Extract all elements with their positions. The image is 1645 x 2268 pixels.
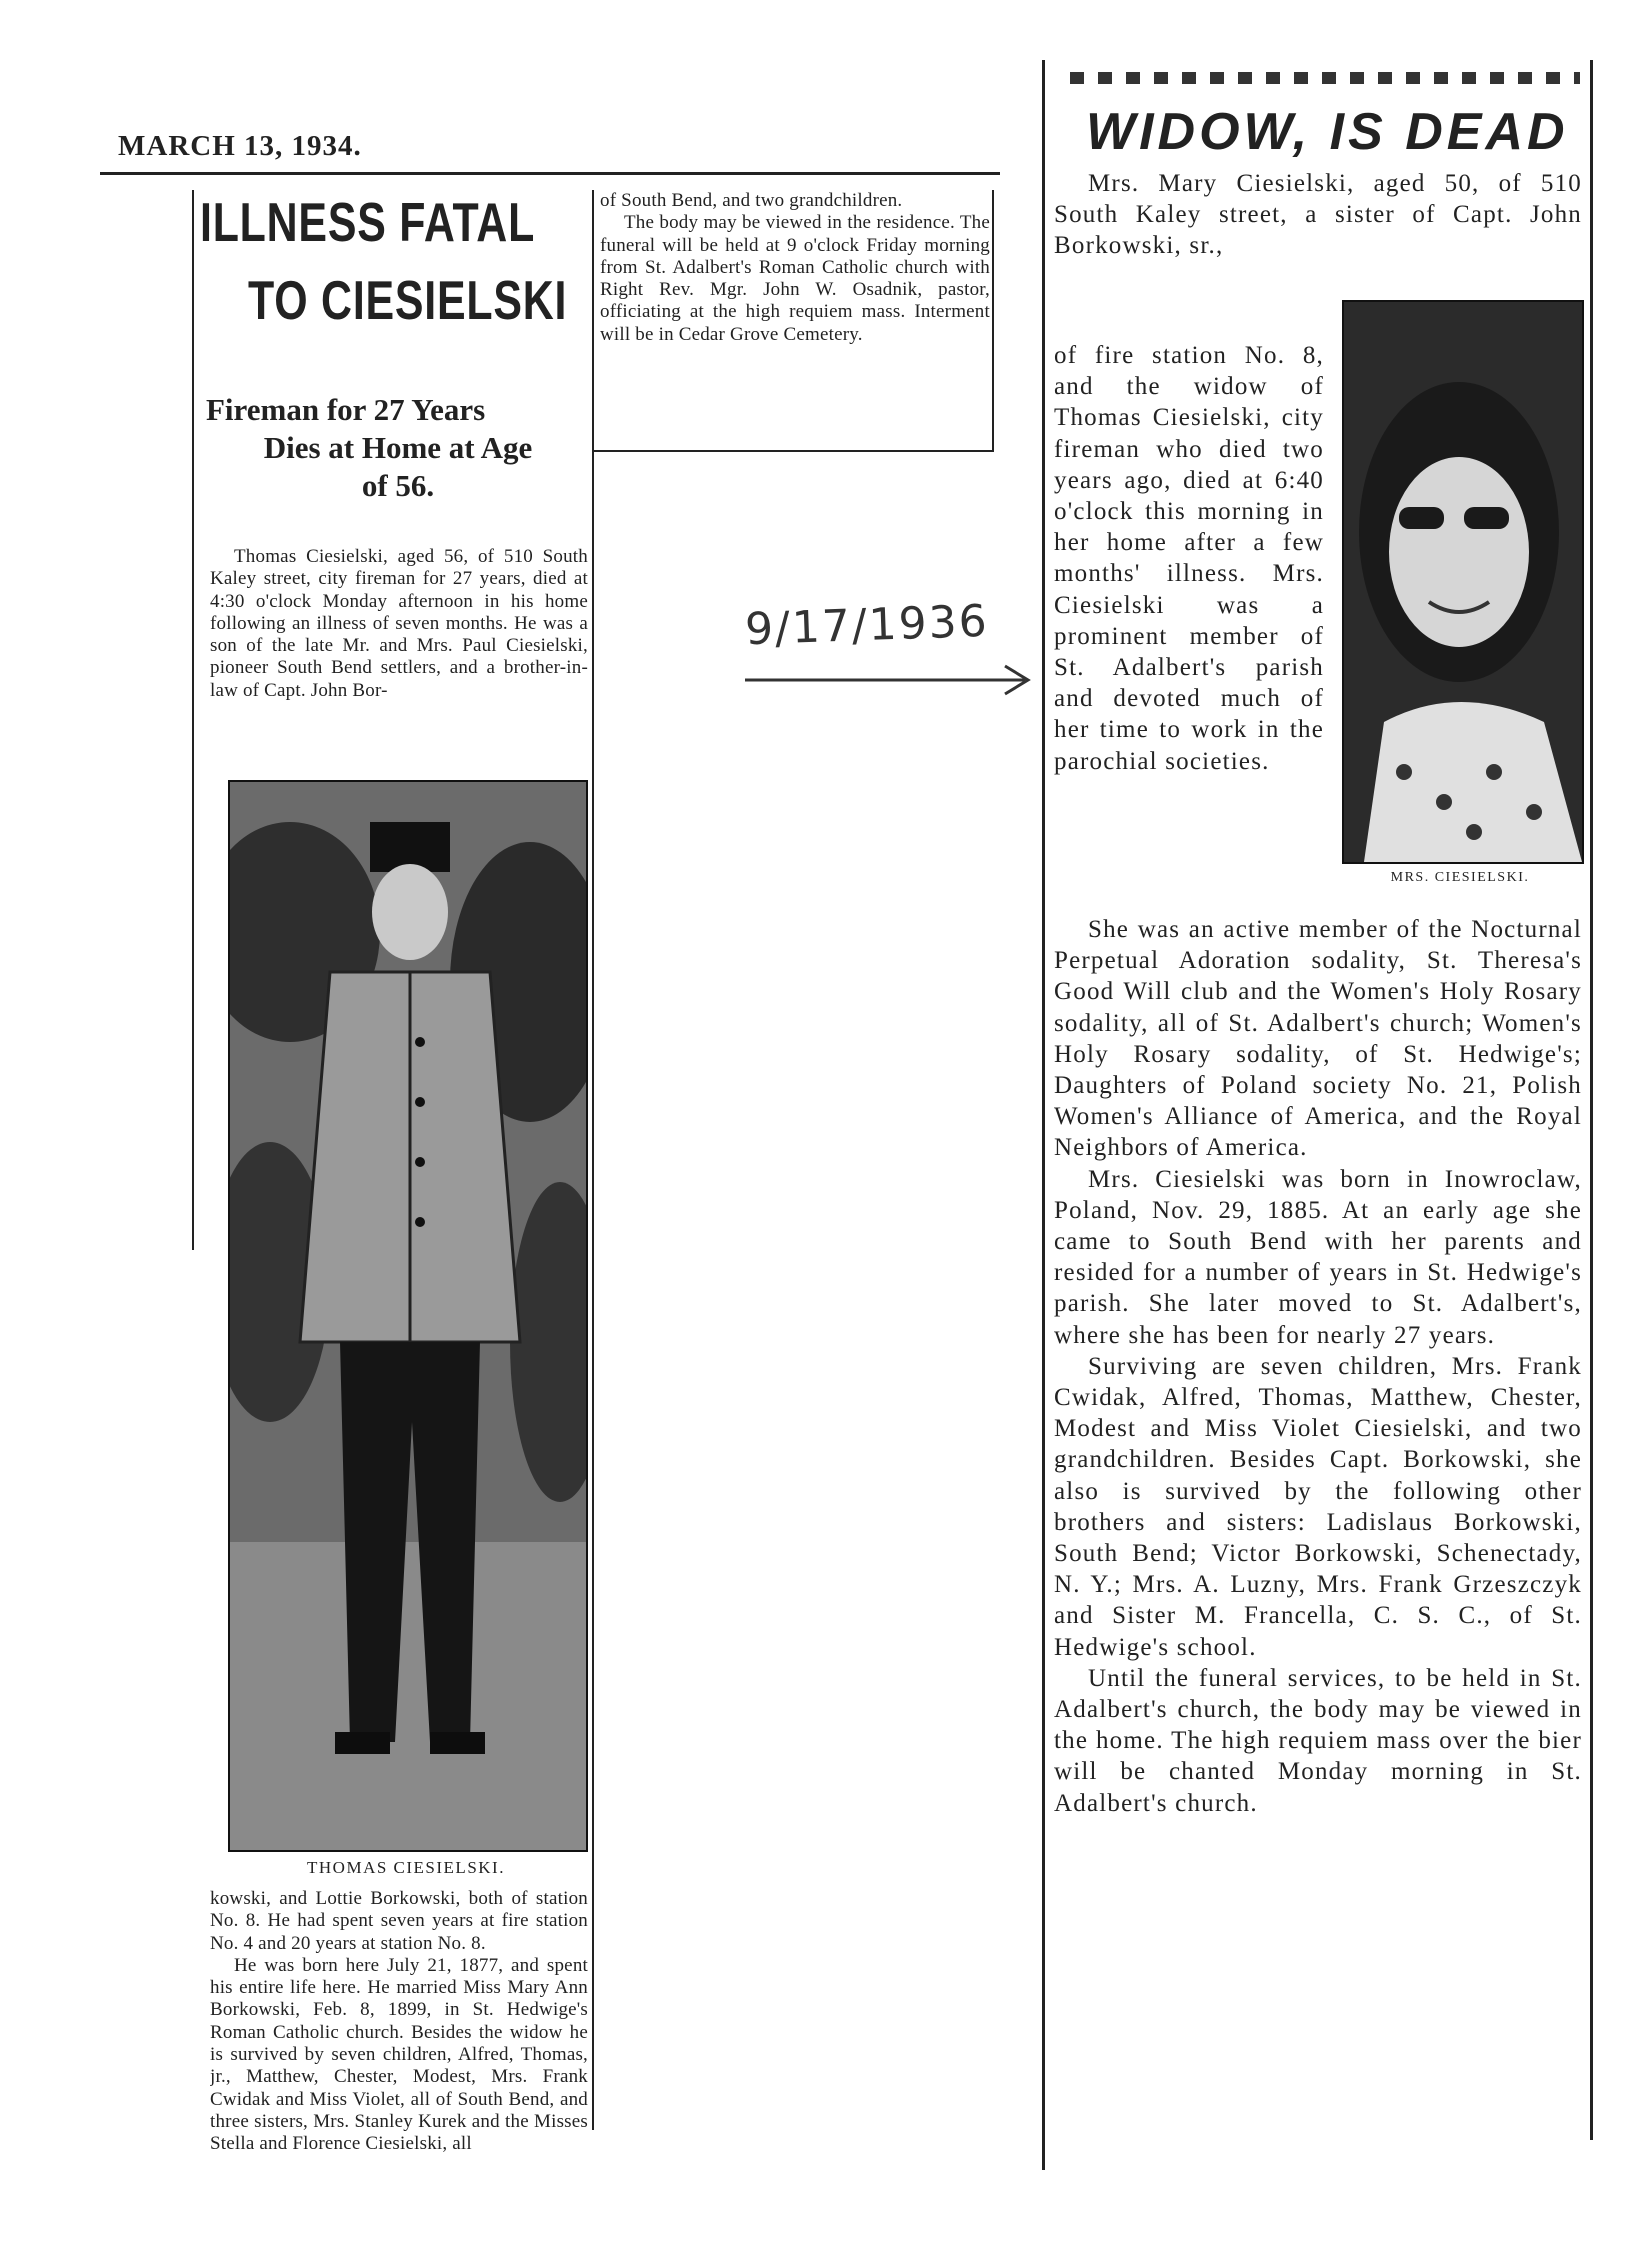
continuation-border-right [992, 190, 994, 452]
handwritten-date: 9/17/1936 [744, 595, 990, 656]
date-rule [100, 172, 1000, 175]
photo-thomas-ciesielski [228, 780, 588, 1852]
date-line: MARCH 13, 1934. [118, 130, 362, 162]
article-1936-wrap-narrow: of fire station No. 8, and the widow of Thomas Ciesielski, city fireman who died two years ago, died at 6:40 o'clock this morning in her home after a few months' illness. Mrs. Ciesielski was a prominent member of St. Adalbert's parish and devoted much of her time to work in the parochial societies. [1054, 342, 1324, 775]
column-border-right-1936 [1590, 60, 1593, 2140]
headline-line1: ILLNESS FATAL [200, 191, 536, 253]
portrait-mrs [1344, 302, 1582, 862]
photo-mrs-ciesielski [1342, 300, 1584, 864]
headline-1936: WIDOW, IS DEAD [1086, 103, 1569, 161]
column-border-right [592, 190, 594, 2130]
photo-caption-1934: THOMAS CIESIELSKI. [307, 1858, 505, 1877]
column-border-left [192, 190, 194, 1250]
photo-caption-1936: MRS. CIESIELSKI. [1390, 870, 1530, 885]
subhead-line2: Dies at Home at Age [263, 430, 533, 465]
subhead-line3: of 56. [361, 468, 435, 503]
article-1934-continuation: of South Bend, and two grandchildren. The body may be viewed in the residence. The funeral will be held at 9 o'clock Friday morning from St. Adalbert's Roman Catholic church with Right Rev. Mgr. John W. Osadnik, pastor, officiating at the high requiem mass. Interment will be in Cedar Grove Cemetery. [600, 190, 990, 345]
headline-line2: TO CIESIELSKI [248, 269, 568, 331]
portrait-silhouette [230, 782, 586, 1850]
headline-cut-strip [1070, 72, 1580, 84]
article-1934-body-part1: Thomas Ciesielski, aged 56, of 510 South Kaley street, city fireman for 27 years, died at 4:30 o'clock Monday afternoon in his home following an illness of seven months. He was a son of the late Mr. and Mrs. Paul Ciesielski, pioneer South Bend settlers, and a brother-in-law of Capt. John Bor- [210, 546, 588, 701]
article-1936-intro: Mrs. Mary Ciesielski, aged 50, of 510 South Kaley street, a sister of Capt. John Borkowski, sr., [1054, 170, 1582, 260]
subhead-line1: Fireman for 27 Years [206, 392, 486, 427]
arrow-icon [740, 658, 1040, 698]
clipping-1934 [100, 128, 1000, 2155]
column-border-left-1936 [1042, 60, 1045, 2170]
clipping-1936 [1030, 60, 1590, 2170]
continuation-border-bottom [594, 450, 994, 452]
article-1934-body-part2: kowski, and Lottie Borkowski, both of station No. 8. He had spent seven years at fire station No. 4 and 20 years at station No. 8. He was born here July 21, 1877, and spent his entire life here. He married Miss Mary Ann Borkowski, Feb. 8, 1899, in St. Hedwige's Roman Catholic church. Besides the widow he is survived by seven children, Alfred, Thomas, jr., Matthew, Chester, Modest, Mrs. Frank Cwidak and Miss Violet, all of South Bend, and three sisters, Mrs. Stanley Kurek and the Misses Stella and Florence Ciesielski, all [210, 1888, 588, 2155]
article-1936-body: She was an active member of the Nocturnal Perpetual Adoration sodality, St. Theresa's Good Will club and the Women's Holy Rosary sodality, all of St. Adalbert's church; Women's Holy Rosary sodality, of St. Hedwige's; Daughters of Poland society No. 21, Polish Women's Alliance of America, and the Royal Neighbors of America. Mrs. Ciesielski was born in Inowroclaw, Poland, Nov. 29, 1885. At an early age she came to South Bend with her parents and resided for a number of years in St. Hedwige's parish. She later moved to St. Adalbert's, where she has been for nearly 27 years. Surviving are seven children, Mrs. Frank Cwidak, Alfred, Thomas, Matthew, Chester, Modest and Miss Violet Ciesielski, and two grandchildren. Besides Capt. Borkowski, she also is survived by the following other brothers and sisters: Ladislaus Borkowski, South Bend; Victor Borkowski, Schenectady, N. Y.; Mrs. A. Luzny, Mrs. Frank Grzeszczyk and Sister M. Francella, C. S. C., of St. Hedwige's school. Until the funeral services, to be held in St. Adalbert's church, the body may be viewed in the home. The high requiem mass over the bier will be chanted Monday morning in St. Adalbert's church. [1054, 916, 1582, 1817]
